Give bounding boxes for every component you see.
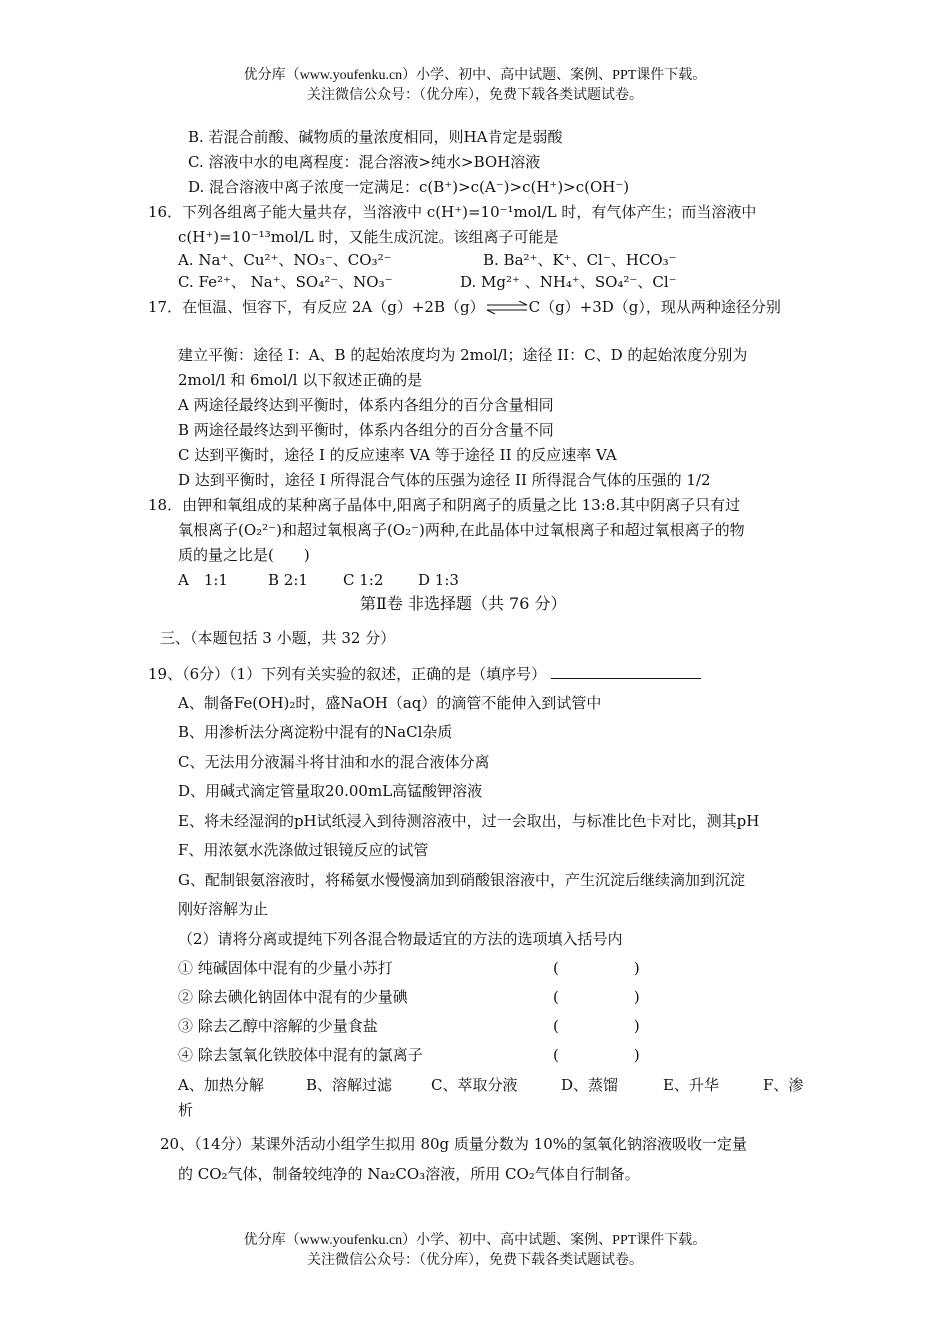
q18-stem-line-1: [148, 495, 740, 515]
q19-option-a: A、制备Fe(OH)₂时，盛NaOH（aq）的滴管不能伸入到试管中: [178, 694, 602, 712]
q18-option-d: D 1:3: [418, 571, 459, 589]
q16-stem-line-2: c(H⁺)=10⁻¹³mol/L 时，又能生成沉淀。该组离子可能是: [178, 228, 559, 246]
q15-option-d: [188, 177, 629, 197]
part-3-heading: 三、（本题包括 3 小题，共 32 分）: [160, 629, 396, 647]
q16-option-a: A. Na⁺、Cu²⁺、NO₃⁻、CO₃²⁻: [178, 251, 392, 269]
q19-option-g-line-1: G、配制银氨溶液时，将稀氨水慢慢滴加到硝酸银溶液中，产生沉淀后继续滴加到沉淀: [178, 871, 745, 889]
q16-stem-line-1: [148, 202, 756, 222]
q19-method-d: D、蒸馏: [561, 1076, 619, 1094]
q18-option-c: C 1:2: [343, 571, 384, 589]
q19-method-e: E、升华: [663, 1076, 719, 1094]
q19-item-1-label: ① 纯碱固体中混有的少量小苏打: [178, 959, 393, 977]
q19-option-f: F、用浓氨水洗涤做过银镜反应的试管: [178, 841, 429, 859]
equilibrium-arrow-icon: [485, 301, 529, 315]
q16-option-b: B. Ba²⁺、K⁺、Cl⁻、HCO₃⁻: [483, 251, 677, 269]
q19-method-b: B、溶解过滤: [306, 1076, 393, 1094]
q19-option-d: D、用碱式滴定管量取20.00mL高锰酸钾溶液: [178, 782, 483, 800]
q20-line-2: 的 CO₂气体，制备较纯净的 Na₂CO₃溶液，所用 CO₂气体自行制备。: [178, 1165, 640, 1183]
q19-item-4-answer[interactable]: ( ): [553, 1046, 640, 1064]
header-line-2: 关注微信公众号：（优分库），免费下载各类试题试卷。: [307, 88, 643, 103]
q19-item-2-label: ② 除去碘化钠固体中混有的少量碘: [178, 988, 408, 1006]
q19-option-e: E、将未经湿润的pH试纸浸入到待测溶液中，过一会取出，与标准比色卡对比，测其pH: [178, 812, 760, 830]
q17-stem-post: C（g）+3D（g），现从两种途径分别: [528, 298, 781, 316]
q17-option-a: A 两途径最终达到平衡时，体系内各组分的百分含量相同: [178, 396, 554, 414]
q19-item-2-answer[interactable]: ( ): [553, 988, 640, 1006]
q19-answer-blank[interactable]: [551, 664, 701, 679]
header-line-1: 优分库（www.youfenku.cn）小学、初中、高中试题、案例、PPT课件下载。: [243, 68, 707, 83]
q19-item-3-answer[interactable]: ( ): [553, 1017, 640, 1035]
q17-stem-pre: 在恒温、恒容下，有反应 2A（g）+2B（g）: [182, 298, 485, 316]
q17-number: 17．: [148, 298, 183, 316]
section-2-title: 第Ⅱ卷 非选择题（共 76 分）: [360, 594, 567, 613]
q17-option-d: D 达到平衡时，途径 I 所得混合气体的压强为途径 II 所得混合气体的压强的 1/2: [178, 471, 711, 489]
q19-option-b: B、用渗析法分离淀粉中混有的NaCl杂质: [178, 723, 453, 741]
q15-option-c: C. 溶液中水的电离程度：混合溶液>纯水>BOH溶液: [188, 153, 541, 171]
footer-line-1: 优分库（www.youfenku.cn）小学、初中、高中试题、案例、PPT课件下载。: [243, 1233, 707, 1248]
q18-stem-line-3: 质的量之比是( ): [178, 546, 310, 564]
q15-option-b: B. 若混合前酸、碱物质的量浓度相同，则HA肯定是弱酸: [188, 128, 563, 146]
q18-stem-text-1: 由钾和氧组成的某种离子晶体中,阳离子和阴离子的质量之比 13:8.其中阴离子只有过: [182, 496, 741, 514]
footer-line-2: 关注微信公众号：（优分库），免费下载各类试题试卷。: [307, 1253, 643, 1268]
q19-number: 19、: [148, 665, 183, 683]
q15-option-d-text: D. 混合溶液中离子浓度一定满足：: [188, 178, 420, 196]
q19-option-g-line-2: 刚好溶解为止: [178, 900, 269, 918]
q19-method-f: F、渗: [763, 1076, 804, 1094]
q20-line-1: 20、（14分）某课外活动小组学生拟用 80g 质量分数为 10%的氢氧化钠溶液吸收一定量: [160, 1135, 748, 1153]
q17-option-c: C 达到平衡时，途径 I 的反应速率 VA 等于途径 II 的反应速率 VA: [178, 446, 617, 464]
q17-option-b: B 两途径最终达到平衡时，体系内各组分的百分含量不同: [178, 421, 554, 439]
q16-option-c: C. Fe²⁺、 Na⁺、SO₄²⁻、NO₃⁻: [178, 273, 393, 291]
q19-item-3-label: ③ 除去乙醇中溶解的少量食盐: [178, 1017, 378, 1035]
q19-method-a: A、加热分解: [178, 1076, 264, 1094]
q16-option-d: D. Mg²⁺ 、NH₄⁺、SO₄²⁻、Cl⁻: [460, 273, 677, 291]
q19-item-4-label: ④ 除去氢氧化铁胶体中混有的氯离子: [178, 1046, 423, 1064]
q18-stem-line-2: 氧根离子(O₂²⁻)和超过氧根离子(O₂⁻)两种,在此晶体中过氧根离子和超过氧根离子的物: [178, 521, 745, 539]
q19-option-c: C、无法用分液漏斗将甘油和水的混合液体分离: [178, 753, 490, 771]
q18-option-b: B 2:1: [268, 571, 308, 589]
q19-part-2-stem: （2）请将分离或提纯下列各混合物最适宜的方法的选项填入括号内: [178, 930, 623, 948]
q18-option-a: A 1:1: [178, 571, 228, 589]
q17-stem-line-2: 建立平衡：途径 I：A、B 的起始浓度均为 2mol/l；途径 II：C、D 的起始浓度分别为: [178, 346, 748, 364]
q15-option-d-expr: c(B⁺)>c(A⁻)>c(H⁺)>c(OH⁻): [419, 178, 630, 196]
q19-method-c: C、萃取分液: [431, 1076, 518, 1094]
q19-item-1-answer[interactable]: ( ): [553, 959, 640, 977]
q17-stem-line-3: 2mol/l 和 6mol/l 以下叙述正确的是: [178, 371, 423, 389]
q19-stem-text: （6分）（1）下列有关实验的叙述，正确的是（填序号）: [182, 665, 547, 683]
q17-stem-line-1: [148, 297, 781, 317]
q19-method-f-cont: 析: [178, 1101, 194, 1119]
q16-stem-text-1: 下列各组离子能大量共存，当溶液中 c(H⁺)=10⁻¹mol/L 时，有气体产生；而当溶液中: [182, 203, 757, 221]
q19-stem: [148, 664, 701, 684]
q16-number: 16．: [148, 203, 183, 221]
q18-number: 18．: [148, 496, 183, 514]
